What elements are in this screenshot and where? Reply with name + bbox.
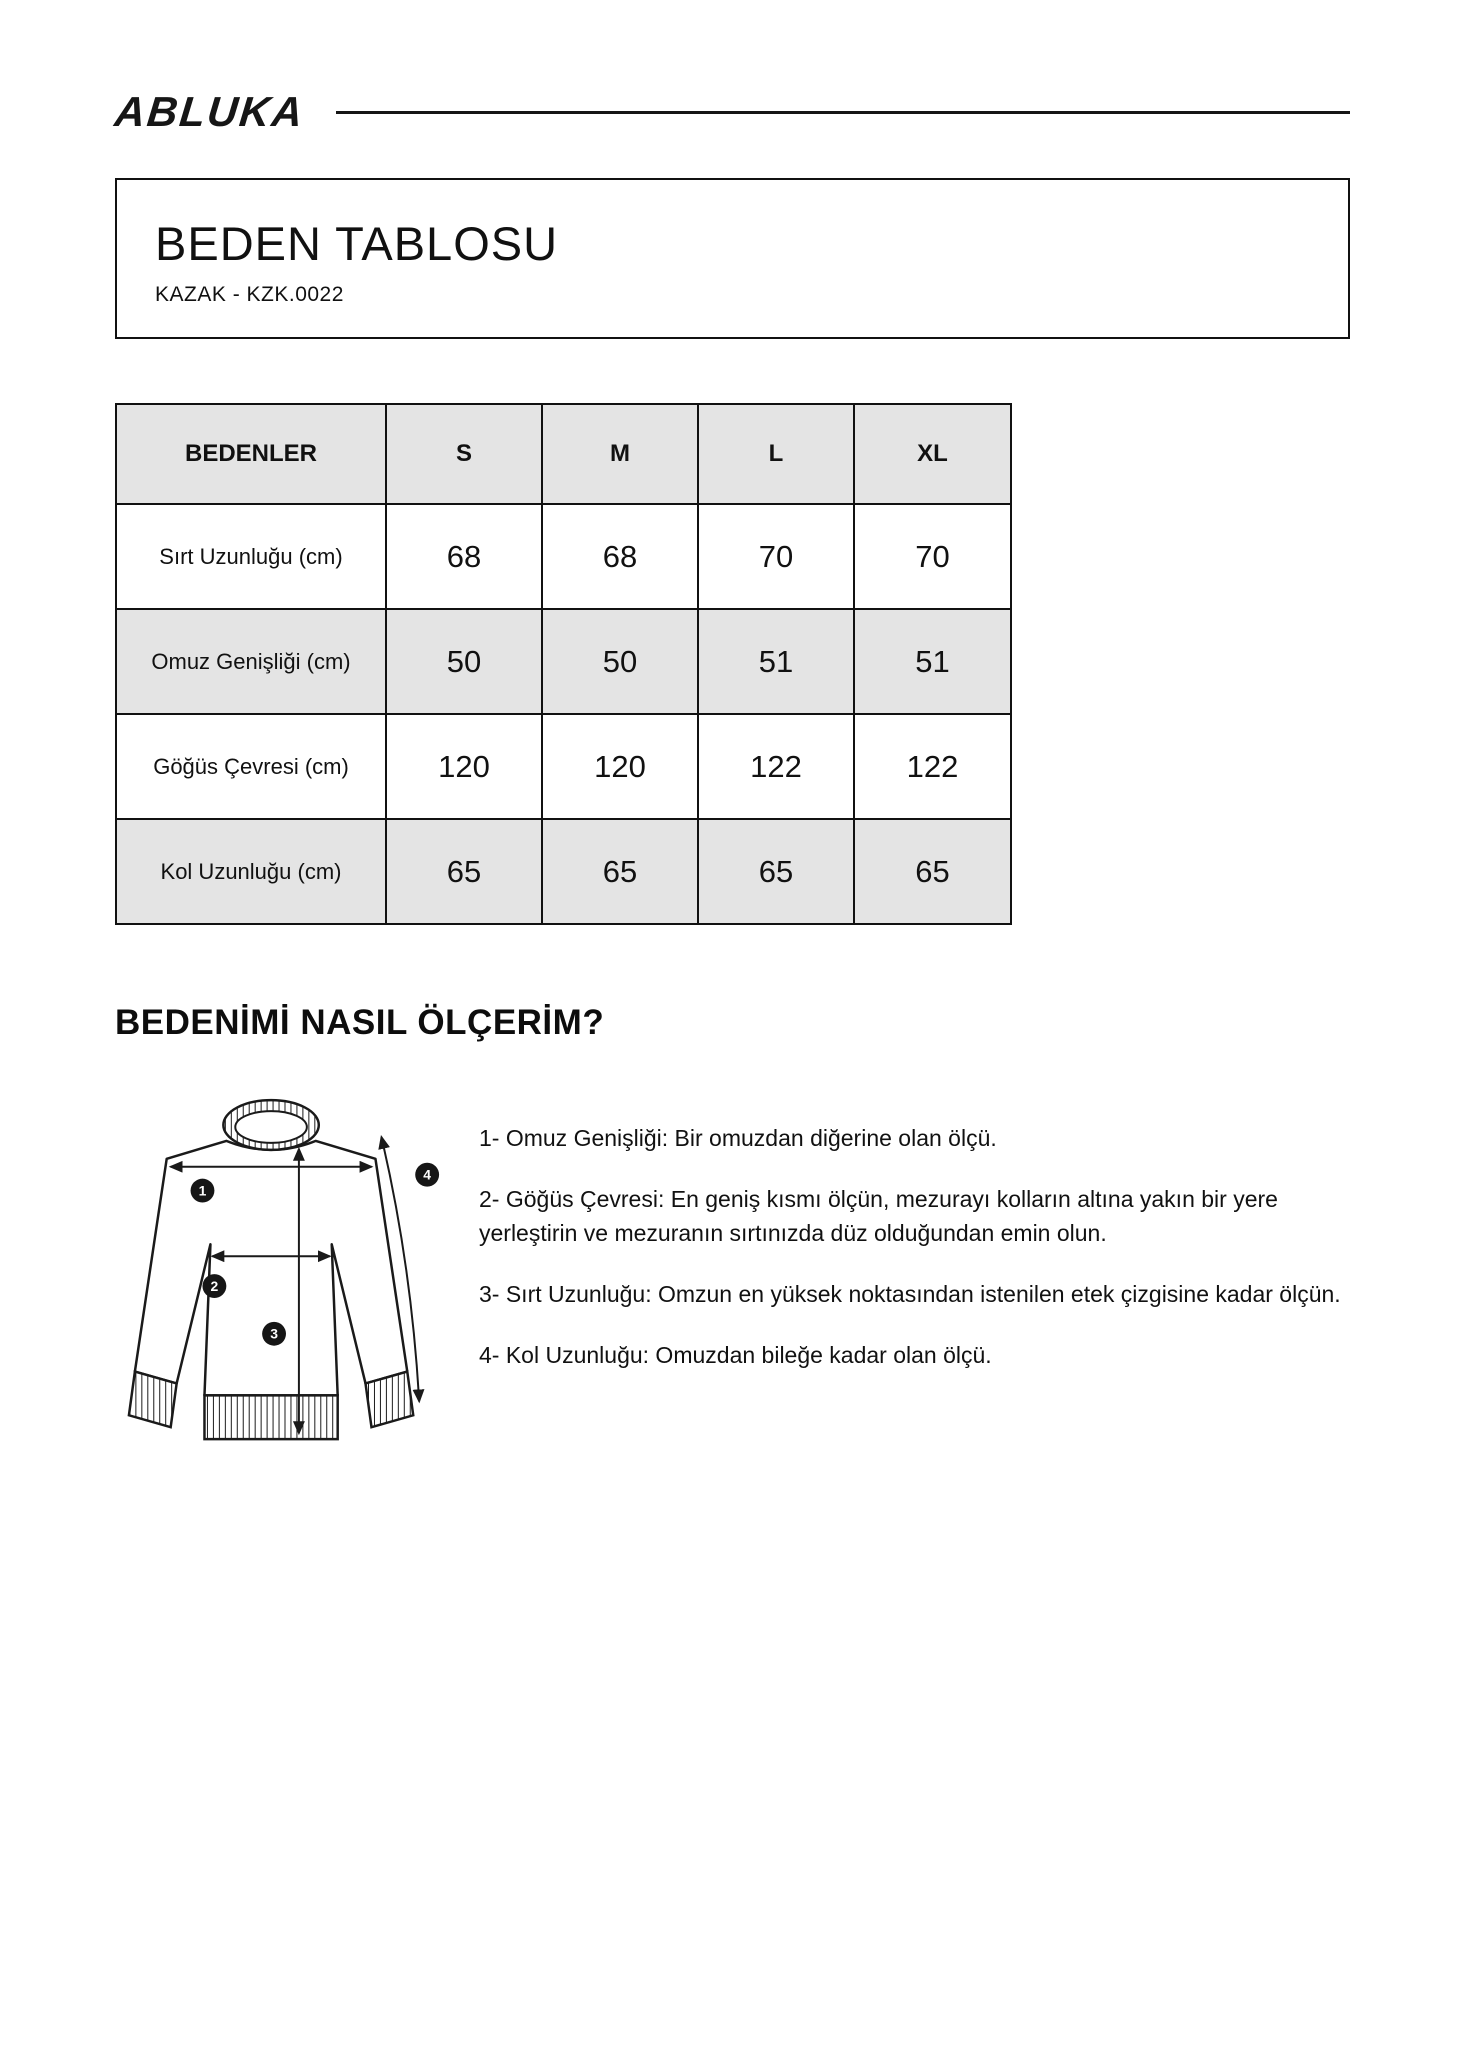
- value-cell: 65: [386, 819, 542, 924]
- instruction-back-length: 3- Sırt Uzunluğu: Omzun en yüksek noktasından istenilen etek çizgisine kadar ölçün.: [479, 1281, 1341, 1308]
- size-table-header-row: [116, 404, 1011, 504]
- instruction-chest: 2- Göğüs Çevresi: En geniş kısmı ölçün, mezurayı kolların altına yakın bir yere yerleştirin ve mezuranın sırtınızda düz olduğundan emin olun.: [479, 1186, 1278, 1247]
- sweater-measurement-diagram: [115, 1095, 453, 1498]
- value-cell: 68: [542, 504, 698, 609]
- sweater-collar-inner: [235, 1111, 307, 1143]
- value-cell: 65: [854, 819, 1011, 924]
- instruction-sleeve: 4- Kol Uzunluğu: Omuzdan bileğe kadar olan ölçü.: [479, 1342, 992, 1369]
- marker-3: [262, 1322, 286, 1346]
- svg-text:1: 1: [198, 1182, 207, 1199]
- column-header-m: M: [542, 404, 698, 504]
- value-cell: 65: [542, 819, 698, 924]
- measure-section: [115, 1095, 1350, 1498]
- page-title: BEDEN TABLOSU: [155, 217, 559, 270]
- value-cell: 68: [386, 504, 542, 609]
- table-row: [116, 504, 1011, 609]
- sweater-hem-rib: [204, 1395, 337, 1439]
- row-label-cell: Göğüs Çevresi (cm): [116, 714, 386, 819]
- svg-text:2: 2: [210, 1278, 219, 1295]
- column-header-xl: XL: [854, 404, 1011, 504]
- table-row: [116, 714, 1011, 819]
- value-cell: 120: [386, 714, 542, 819]
- row-label-cell: Sırt Uzunluğu (cm): [116, 504, 386, 609]
- marker-4: [415, 1163, 439, 1187]
- value-cell: 120: [542, 714, 698, 819]
- brand-header: [112, 88, 1350, 136]
- table-row: [116, 609, 1011, 714]
- value-cell: 50: [386, 609, 542, 714]
- column-header-sizes: BEDENLER: [116, 404, 386, 504]
- value-cell: 51: [854, 609, 1011, 714]
- marker-2: [202, 1274, 226, 1298]
- value-cell: 50: [542, 609, 698, 714]
- value-cell: 122: [854, 714, 1011, 819]
- instruction-shoulder: 1- Omuz Genişliği: Bir omuzdan diğerine olan ölçü.: [479, 1125, 997, 1151]
- marker-1: [191, 1179, 215, 1203]
- svg-text:4: 4: [423, 1166, 432, 1183]
- value-cell: 70: [698, 504, 854, 609]
- column-header-l: L: [698, 404, 854, 504]
- row-label-cell: Omuz Genişliği (cm): [116, 609, 386, 714]
- value-cell: 70: [854, 504, 1011, 609]
- value-cell: 51: [698, 609, 854, 714]
- size-table: [115, 403, 1012, 925]
- column-header-s: S: [386, 404, 542, 504]
- value-cell: 122: [698, 714, 854, 819]
- measure-section-heading: BEDENİMİ NASIL ÖLÇERİM?: [115, 1003, 605, 1042]
- brand-logo: ABLUKA: [112, 88, 307, 135]
- title-box: [115, 178, 1350, 339]
- row-label-cell: Kol Uzunluğu (cm): [116, 819, 386, 924]
- brand-rule-line: [336, 111, 1350, 114]
- svg-text:3: 3: [270, 1325, 278, 1342]
- table-row: [116, 819, 1011, 924]
- measurement-instructions: [479, 1095, 1350, 1399]
- sweater-illustration: [115, 1095, 453, 1493]
- sweater-body-outline: [135, 1141, 407, 1395]
- product-code: KAZAK - KZK.0022: [155, 283, 344, 306]
- value-cell: 65: [698, 819, 854, 924]
